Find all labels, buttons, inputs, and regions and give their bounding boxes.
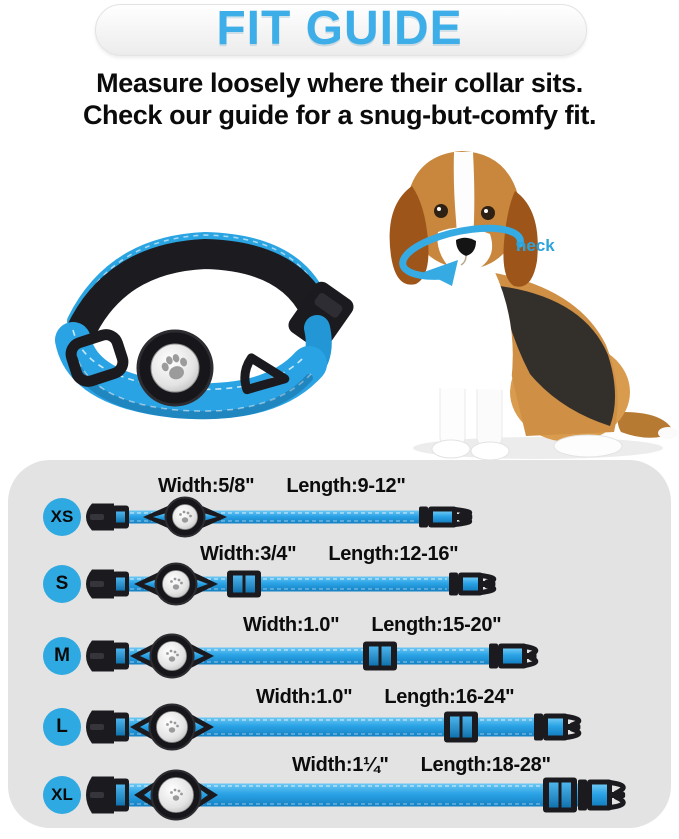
subtitle-line-2: Check our guide for a snug-but-comfy fit.	[82, 100, 597, 130]
collar-graphic-m	[0, 626, 679, 686]
collar-graphic-xl	[0, 765, 679, 825]
collar-product-photo	[25, 218, 360, 448]
size-badge-xl: XL	[43, 776, 81, 814]
length-label-xl: Length:18-28"	[420, 754, 551, 776]
width-label-l: Width:1.0"	[256, 686, 353, 708]
width-label-m: Width:1.0"	[243, 614, 340, 636]
length-label-m: Length:15-20"	[371, 614, 502, 636]
collar-graphic-l	[0, 697, 679, 757]
length-label-s: Length:12-16"	[328, 543, 459, 565]
page-title: FIT GUIDE	[216, 2, 463, 55]
size-badge-m: M	[43, 637, 81, 675]
collar-graphic-s	[0, 554, 679, 614]
width-label-s: Width:3/4"	[200, 543, 297, 565]
length-label-l: Length:16-24"	[384, 686, 515, 708]
width-label-xs: Width:5/8"	[158, 475, 255, 497]
dog-photo	[378, 140, 678, 460]
length-label-xs: Length:9-12"	[286, 475, 406, 497]
size-badge-l: L	[43, 708, 81, 746]
collar-photo-airtag-holder	[138, 331, 212, 405]
subtitle	[0, 67, 679, 131]
collar-graphic-xs	[0, 487, 679, 547]
width-label-xl: Width:1¼"	[292, 754, 389, 776]
subtitle-line-1: Measure loosely where their collar sits.	[96, 68, 583, 98]
neck-label: neck	[516, 236, 555, 255]
size-badge-s: S	[43, 565, 81, 603]
size-badge-xs: XS	[43, 498, 81, 536]
